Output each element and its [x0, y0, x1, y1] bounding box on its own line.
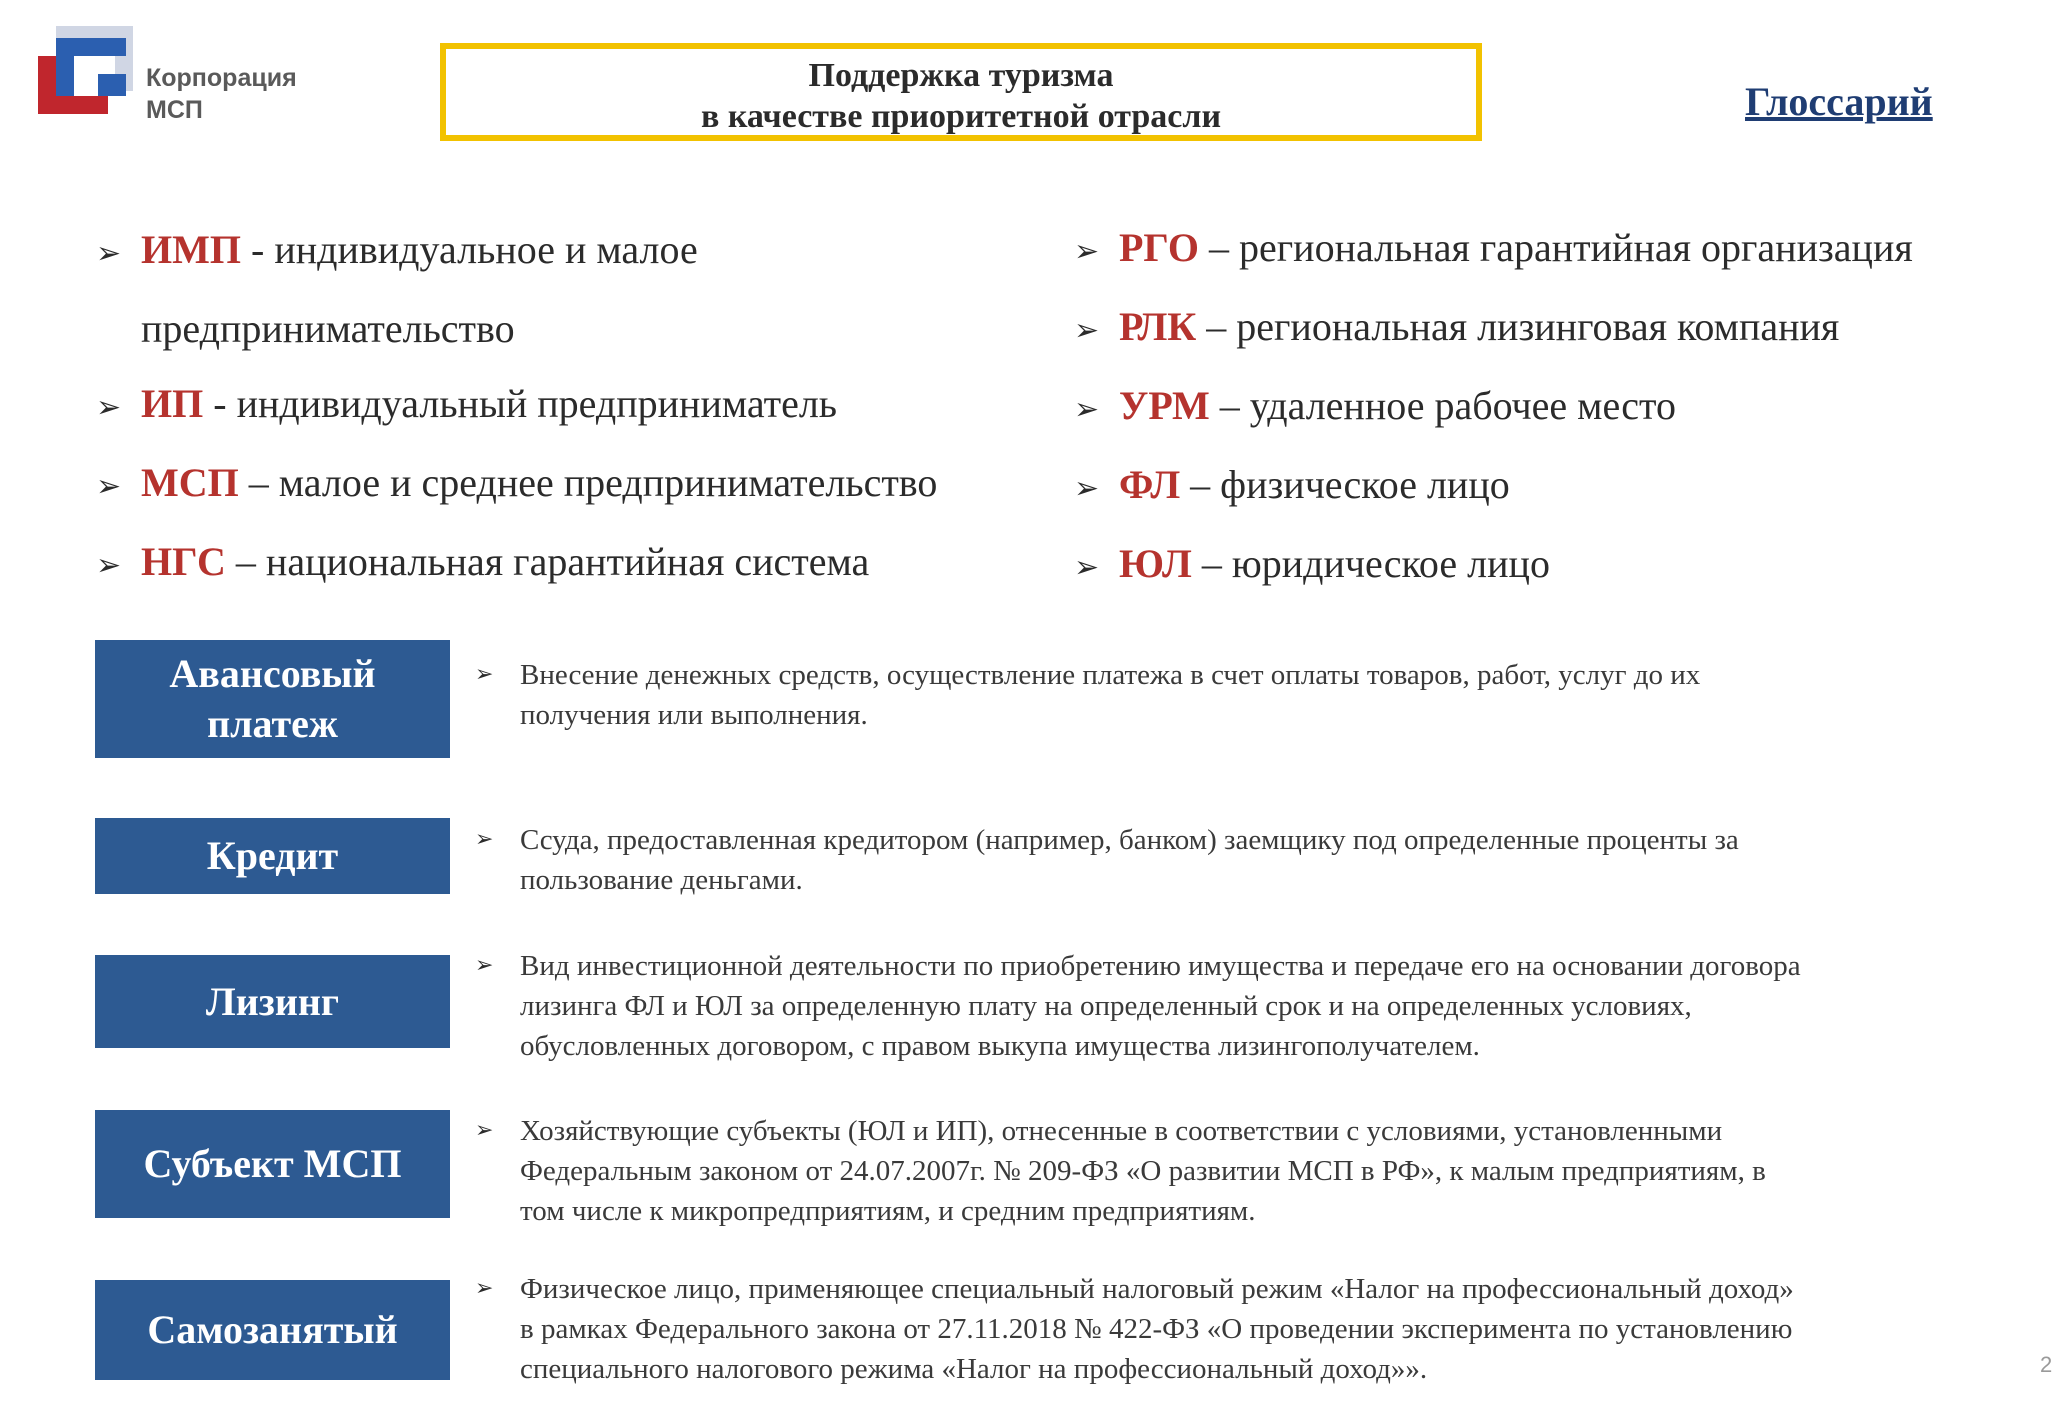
bullet-arrow-icon: ➢	[96, 236, 122, 271]
glossary-link[interactable]: Глоссарий	[1745, 79, 1933, 124]
term-box-credit: Кредит	[95, 818, 450, 894]
abbreviation-meaning: региональная гарантийная организация	[1239, 225, 1913, 270]
abbreviation: УРМ	[1119, 383, 1210, 428]
abbreviation-item: ➢ НГС – национальная гарантийная система	[96, 524, 1046, 603]
abbreviation-meaning: удаленное рабочее место	[1249, 383, 1676, 428]
abbreviation: ИМП	[141, 227, 241, 272]
abbreviation: ЮЛ	[1119, 541, 1192, 586]
abbreviation-item: ➢ МСП – малое и среднее предпринимательство	[96, 445, 1046, 524]
abbreviation: НГС	[141, 539, 226, 584]
bullet-arrow-icon: ➢	[96, 390, 122, 425]
abbreviation-meaning: индивидуальный предприниматель	[236, 381, 838, 426]
bullet-arrow-icon: ➢	[475, 827, 494, 852]
page-title	[440, 43, 1482, 141]
bullet-arrow-icon: ➢	[1074, 471, 1100, 506]
abbreviation-item: ➢ РГО – региональная гарантийная организация	[1074, 210, 2034, 289]
bullet-arrow-icon: ➢	[475, 1276, 494, 1301]
abbreviation-meaning: национальная гарантийная система	[265, 539, 870, 584]
bullet-arrow-icon: ➢	[1074, 313, 1100, 348]
title-line-2: в качестве приоритетной отрасли	[700, 98, 1222, 135]
abbreviation-meaning: малое и среднее предпринимательство	[278, 460, 938, 505]
abbreviation-meaning: физическое лицо	[1220, 462, 1510, 507]
abbreviation-item: ➢ ИМП - индивидуальное и малое	[96, 212, 1046, 291]
definition-advance-payment: ➢ Внесение денежных средств, осуществление платежа в счет оплаты товаров, работ, услуг до их получения или выполнения.	[475, 655, 2015, 735]
definition-credit: ➢ Ссуда, предоставленная кредитором (например, банком) заемщику под определенные проценты за пользование деньгами.	[475, 820, 2015, 900]
page-number: 2	[2040, 1352, 2053, 1377]
definition-self-employed: ➢ Физическое лицо, применяющее специальный налоговый режим «Налог на профессиональный доход» в рамках Федерального закона от 27.11.2018 № 422-ФЗ «О проведении эксперимента по установлению специального налогового режима «Налог на профессиональный доход»».	[475, 1269, 2015, 1389]
abbreviation-meaning-continued: предпринимательство	[141, 306, 515, 351]
bullet-arrow-icon: ➢	[475, 953, 494, 978]
bullet-arrow-icon: ➢	[96, 548, 122, 583]
abbreviation: РГО	[1119, 225, 1199, 270]
title-line-1: Поддержка туризма	[808, 57, 1114, 94]
bullet-arrow-icon: ➢	[1074, 234, 1100, 269]
abbreviation-meaning: региональная лизинговая компания	[1236, 304, 1840, 349]
abbreviation: РЛК	[1119, 304, 1197, 349]
term-box-self-employed: Самозанятый	[95, 1280, 450, 1380]
definition-leasing: ➢ Вид инвестиционной деятельности по приобретению имущества и передаче его на основании договора лизинга ФЛ и ЮЛ за определенную плату на определенный срок и на определенных условиях, обусловленных договором, с правом выкупа имущества лизингополучателем.	[475, 946, 2015, 1066]
logo-mark-icon	[38, 26, 138, 126]
term-box-leasing: Лизинг	[95, 955, 450, 1048]
abbreviation: ИП	[141, 381, 204, 426]
bullet-arrow-icon: ➢	[1074, 550, 1100, 585]
abbreviation: ФЛ	[1119, 462, 1181, 507]
abbreviation-item: ➢ ИП - индивидуальный предприниматель	[96, 366, 1046, 445]
bullet-arrow-icon: ➢	[1074, 392, 1100, 427]
company-logo	[38, 26, 338, 136]
abbreviation-list-left	[96, 212, 1046, 603]
term-box-sme-subject: Субъект МСП	[95, 1110, 450, 1218]
abbreviation-item: ➢ ЮЛ – юридическое лицо	[1074, 526, 2034, 605]
abbreviation: МСП	[141, 460, 239, 505]
bullet-arrow-icon: ➢	[475, 1118, 494, 1143]
bullet-arrow-icon: ➢	[96, 469, 122, 504]
abbreviation-meaning: индивидуальное и малое	[274, 227, 698, 272]
term-box-advance-payment: Авансовый платеж	[95, 640, 450, 758]
abbreviation-item: ➢ РЛК – региональная лизинговая компания	[1074, 289, 2034, 368]
abbreviation-item: ➢ УРМ – удаленное рабочее место	[1074, 368, 2034, 447]
bullet-arrow-icon: ➢	[475, 662, 494, 687]
abbreviation-list-right	[1074, 210, 2034, 605]
abbreviation-item: ➢ ФЛ – физическое лицо	[1074, 447, 2034, 526]
logo-text: Корпорация МСП	[146, 64, 297, 124]
definition-sme-subject: ➢ Хозяйствующие субъекты (ЮЛ и ИП), отнесенные в соответствии с условиями, установленными Федеральным законом от 24.07.2007г. № 209-ФЗ «О развитии МСП в РФ», к малым предприятиям, в том числе к микропредприятиям, и средним предприятиям.	[475, 1111, 2015, 1231]
abbreviation-meaning: юридическое лицо	[1231, 541, 1550, 586]
